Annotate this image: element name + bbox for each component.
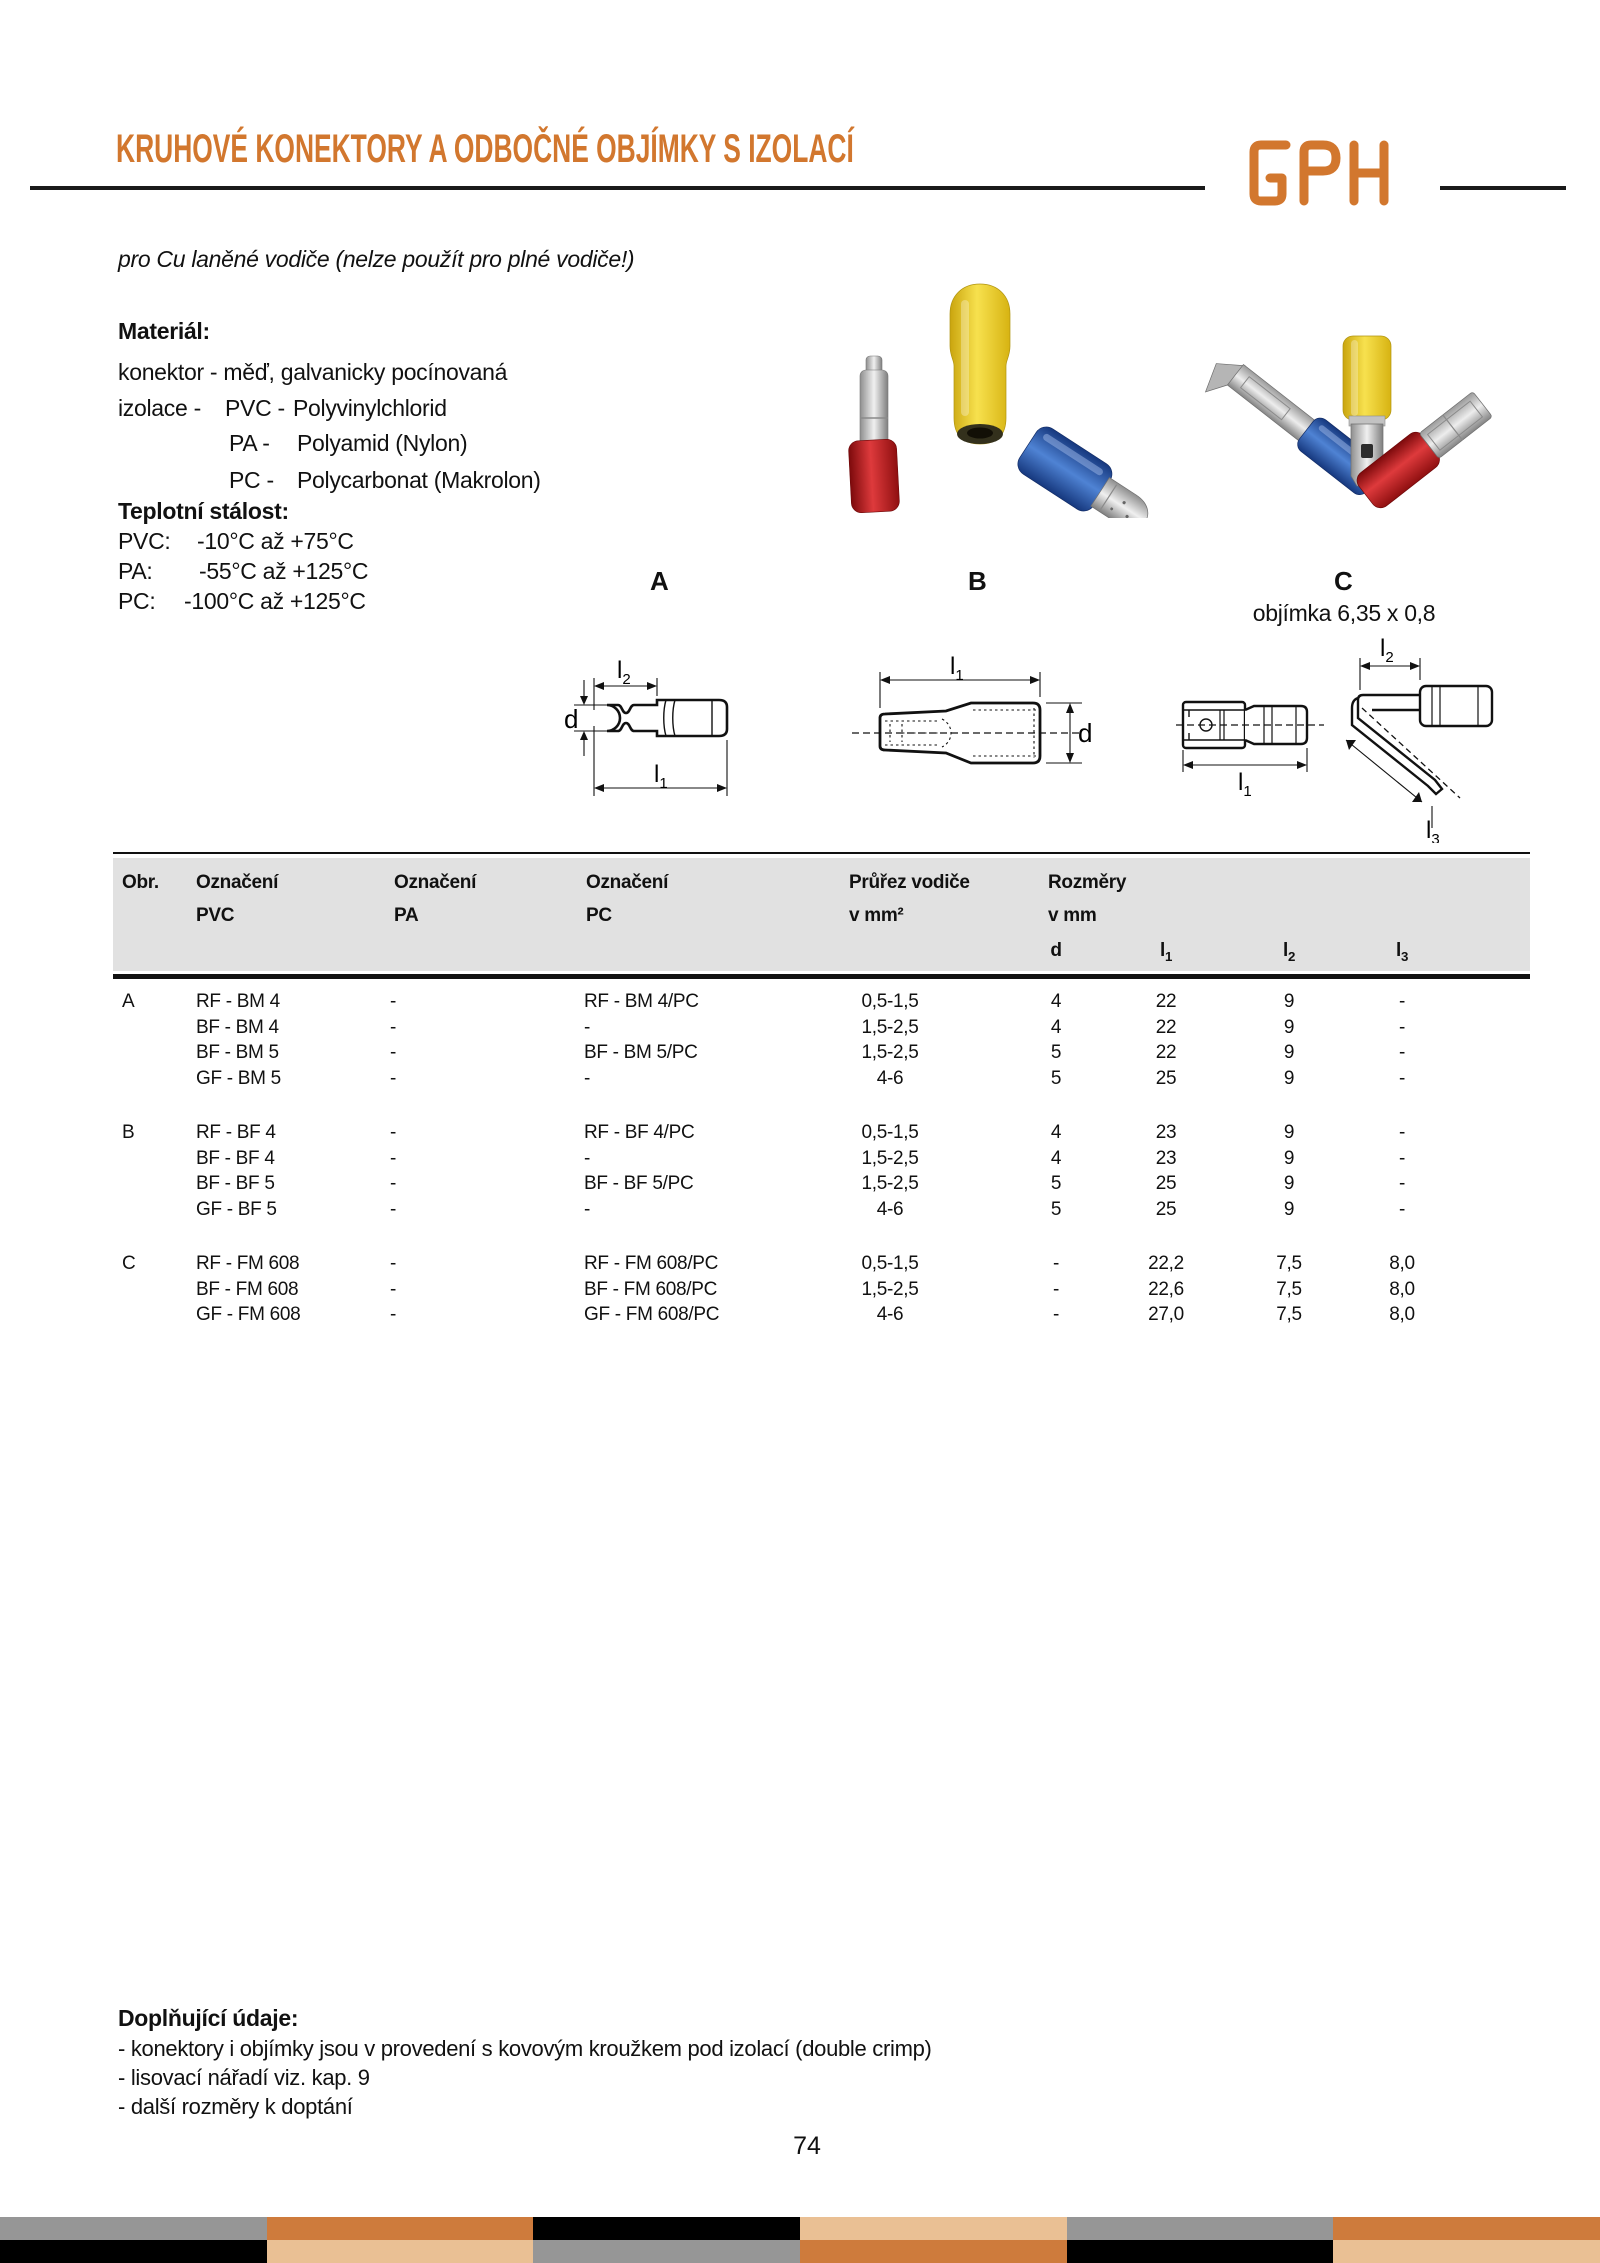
page-title: KRUHOVÉ KONEKTORY A ODBOČNÉ OBJÍMKY S IZOLACÍ	[116, 126, 854, 171]
cell-prurez: 1,5-2,5	[861, 1147, 919, 1169]
cell-prurez: 1,5-2,5	[861, 1173, 919, 1194]
cell-prurez: 1,5-2,5	[861, 1042, 919, 1063]
dim-label-l2: $l_2$	[1380, 635, 1394, 666]
material-code-pc: PC -	[229, 467, 274, 493]
logo-letter-h	[1354, 145, 1384, 201]
diagram-c-subtitle: objímka 6,35 x 0,8	[1252, 600, 1436, 626]
material-izolace-label: izolace -	[118, 395, 201, 421]
cell-l2: 9	[1283, 991, 1295, 1012]
cell-l2: 9	[1283, 1016, 1295, 1038]
cell-l2: 9	[1283, 1042, 1295, 1063]
material-code-pvc: PVC -	[225, 395, 285, 421]
cell-pvc: RF - BM 4	[196, 991, 280, 1012]
cell-prurez: 4-6	[876, 1304, 904, 1325]
dim-label-l1: $l_1$	[1238, 769, 1252, 797]
cell-d: 5	[1050, 1198, 1062, 1220]
cell-pvc: RF - BF 4	[196, 1122, 276, 1143]
footer-color-block	[800, 2240, 1067, 2263]
notes-heading: Doplňující údaje:	[118, 2005, 299, 2031]
cell-pvc: BF - BM 4	[196, 1016, 279, 1038]
dim-label-l2: $l_2$	[617, 657, 631, 688]
cell-pa: -	[390, 1173, 397, 1194]
dim-label-d: d	[1078, 718, 1093, 748]
footer-color-block	[267, 2240, 534, 2263]
cell-d: -	[1052, 1278, 1060, 1300]
cell-l3: 8,0	[1389, 1278, 1415, 1300]
cell-prurez: 0,5-1,5	[861, 991, 919, 1012]
drawing-c-flag-side	[1332, 628, 1507, 843]
cell-d: 4	[1050, 991, 1062, 1012]
diagram-label-b: B	[968, 566, 987, 596]
cell-d: 5	[1050, 1067, 1062, 1089]
cell-d: -	[1052, 1304, 1060, 1325]
cell-d: 5	[1050, 1173, 1062, 1194]
cell-l3: -	[1398, 1067, 1406, 1089]
cell-l3: 8,0	[1389, 1304, 1415, 1325]
photo-yellow-female-bullet	[950, 284, 1010, 444]
cell-pc: BF - BM 5/PC	[584, 1042, 698, 1063]
cell-pc: BF - FM 608/PC	[584, 1278, 718, 1300]
table-row	[0, 1148, 1600, 1173]
table-row	[0, 1122, 1600, 1147]
gph-logo	[1242, 133, 1402, 217]
dim-label-l1: $l_1$	[654, 761, 668, 792]
cell-l1: 23	[1155, 1122, 1177, 1143]
col-subheader-pvc: PVC	[196, 905, 235, 926]
cell-pc: -	[584, 1016, 591, 1038]
temp-value-pa: -55°C až +125°C	[199, 558, 369, 584]
cell-l1: 22,6	[1148, 1278, 1184, 1300]
col-subheader-rozmery-unit: v mm	[1048, 905, 1097, 926]
footer-color-block	[533, 2217, 800, 2240]
cell-pa: -	[390, 1304, 397, 1325]
col-header-oznaceni-pa: Označení	[394, 872, 477, 893]
dim-label-l1: $l_1$	[950, 653, 964, 684]
cell-pa: -	[390, 1278, 397, 1300]
cell-l1: 22,2	[1148, 1253, 1184, 1274]
cell-l3: -	[1398, 1198, 1406, 1220]
table-row	[0, 1173, 1600, 1198]
temp-label-pa: PA:	[118, 558, 153, 584]
material-code-pa: PA -	[229, 430, 270, 456]
cell-l1: 25	[1155, 1173, 1177, 1194]
diagram-label-a: A	[650, 566, 669, 596]
col-header-d: d	[1050, 940, 1062, 961]
col-header-oznaceni-pc: Označení	[586, 872, 669, 893]
col-header-l3: $l_3$	[1395, 940, 1409, 964]
col-subheader-pa: PA	[394, 905, 419, 926]
cell-l2: 9	[1283, 1067, 1295, 1089]
temp-label-pvc: PVC:	[118, 528, 171, 554]
cell-l2: 7,5	[1276, 1253, 1302, 1274]
cell-l2: 7,5	[1276, 1304, 1302, 1325]
logo-letter-g	[1254, 145, 1286, 201]
col-subheader-prurez-unit: v mm²	[849, 905, 904, 926]
cell-l1: 22	[1155, 991, 1177, 1012]
cell-l3: -	[1398, 1042, 1406, 1063]
footer-color-block	[533, 2240, 800, 2263]
cell-pa: -	[390, 1147, 397, 1169]
table-row	[0, 1304, 1600, 1329]
cell-pc: RF - BF 4/PC	[584, 1122, 695, 1143]
note-line: - konektory i objímky jsou v provedení s kovovým kroužkem pod izolací (double crimp)	[118, 2036, 932, 2061]
dim-label-l3: $l_3$	[1426, 817, 1440, 843]
cell-prurez: 1,5-2,5	[861, 1016, 919, 1038]
cell-l1: 27,0	[1148, 1304, 1184, 1325]
cell-pvc: BF - BF 5	[196, 1173, 275, 1194]
cell-d: 4	[1050, 1147, 1062, 1169]
header-rule-right	[1440, 186, 1566, 190]
cell-pa: -	[390, 1198, 397, 1220]
cell-l3: -	[1398, 1122, 1406, 1143]
material-name-pvc: Polyvinylchlorid	[293, 395, 447, 421]
drawing-c-receptacle-front	[1176, 692, 1326, 797]
cell-pc: -	[584, 1067, 591, 1089]
footer-color-block	[1333, 2240, 1600, 2263]
cell-d: -	[1052, 1253, 1060, 1274]
cell-l3: -	[1398, 991, 1406, 1012]
note-line: - lisovací nářadí viz. kap. 9	[118, 2065, 370, 2090]
cell-pc: BF - BF 5/PC	[584, 1173, 694, 1194]
material-line1: konektor - měď, galvanicky pocínovaná	[118, 359, 508, 385]
cell-pvc: GF - FM 608	[196, 1304, 301, 1325]
cell-pvc: GF - BF 5	[196, 1198, 277, 1220]
footer-color-block	[267, 2217, 534, 2240]
cell-pc: RF - FM 608/PC	[584, 1253, 719, 1274]
cell-pvc: GF - BM 5	[196, 1067, 281, 1089]
col-header-l1: $l_1$	[1159, 940, 1173, 964]
note-line: - další rozměry k doptání	[118, 2094, 353, 2119]
cell-prurez: 1,5-2,5	[861, 1278, 919, 1300]
footer-color-block	[0, 2240, 267, 2263]
cell-pvc: BF - BF 4	[196, 1147, 275, 1169]
cell-pa: -	[390, 1016, 397, 1038]
table-row	[0, 1199, 1600, 1224]
cell-pa: -	[390, 991, 397, 1012]
cell-l2: 9	[1283, 1173, 1295, 1194]
cell-prurez: 0,5-1,5	[861, 1122, 919, 1143]
cell-pvc: RF - FM 608	[196, 1253, 300, 1274]
cell-l2: 7,5	[1276, 1278, 1302, 1300]
col-header-rozmery: Rozměry	[1048, 872, 1127, 893]
cell-d: 4	[1050, 1122, 1062, 1143]
cell-l1: 25	[1155, 1067, 1177, 1089]
footer-color-bar-row2	[0, 2240, 1600, 2263]
cell-pvc: BF - BM 5	[196, 1042, 279, 1063]
cell-obr: C	[122, 1253, 136, 1274]
footer-color-block	[0, 2217, 267, 2240]
cell-l3: -	[1398, 1173, 1406, 1194]
photo-red-male-bullet	[848, 356, 900, 513]
diagram-label-c: C	[1334, 566, 1353, 596]
material-name-pc: Polycarbonat (Makrolon)	[297, 467, 541, 493]
photo-blue-male-bullet	[1013, 422, 1160, 518]
cell-l1: 22	[1155, 1042, 1177, 1063]
cell-l1: 22	[1155, 1016, 1177, 1038]
cell-prurez: 4-6	[876, 1067, 904, 1089]
cell-pa: -	[390, 1067, 397, 1089]
cell-pc: RF - BM 4/PC	[584, 991, 699, 1012]
cell-l2: 9	[1283, 1122, 1295, 1143]
cell-pa: -	[390, 1042, 397, 1063]
col-header-l2: $l_2$	[1282, 940, 1296, 964]
cell-d: 5	[1050, 1042, 1062, 1063]
cell-pa: -	[390, 1253, 397, 1274]
cell-pvc: BF - FM 608	[196, 1278, 299, 1300]
table-row	[0, 1042, 1600, 1067]
temp-value-pc: -100°C až +125°C	[184, 588, 366, 614]
cell-d: 4	[1050, 1016, 1062, 1038]
col-header-oznaceni-pvc: Označení	[196, 872, 279, 893]
table-rule-bottom	[113, 974, 1530, 979]
cell-pc: -	[584, 1198, 591, 1220]
footer-color-block	[800, 2217, 1067, 2240]
logo-letter-p	[1304, 145, 1336, 201]
cell-l1: 25	[1155, 1198, 1177, 1220]
col-header-prurez: Průřez vodiče	[849, 872, 970, 893]
product-photo-spade-connectors	[1195, 278, 1535, 528]
header-rule-left	[30, 186, 1205, 190]
material-heading: Materiál:	[118, 318, 210, 344]
table-rule-top	[113, 852, 1530, 854]
material-name-pa: Polyamid (Nylon)	[297, 430, 468, 456]
temp-value-pvc: -10°C až +75°C	[197, 528, 354, 554]
temp-label-pc: PC:	[118, 588, 156, 614]
table-row	[0, 991, 1600, 1016]
cell-prurez: 0,5-1,5	[861, 1253, 919, 1274]
cell-l3: -	[1398, 1016, 1406, 1038]
cell-l2: 9	[1283, 1198, 1295, 1220]
col-header-obr: Obr.	[122, 872, 159, 893]
cell-l3: -	[1398, 1147, 1406, 1169]
table-row	[0, 1279, 1600, 1304]
footer-color-block	[1333, 2217, 1600, 2240]
footer-color-block	[1067, 2240, 1334, 2263]
footer-color-bar-row1	[0, 2217, 1600, 2240]
cell-l3: 8,0	[1389, 1253, 1415, 1274]
intro-note: pro Cu laněné vodiče (nelze použít pro plné vodiče!)	[118, 246, 635, 272]
cell-obr: B	[122, 1122, 135, 1143]
cell-pc: -	[584, 1147, 591, 1169]
table-row	[0, 1017, 1600, 1042]
footer-color-block	[1067, 2217, 1334, 2240]
cell-obr: A	[122, 991, 135, 1012]
dim-label-d: d	[564, 704, 579, 734]
page-number: 74	[793, 2132, 821, 2160]
cell-prurez: 4-6	[876, 1198, 904, 1220]
cell-l1: 23	[1155, 1147, 1177, 1169]
drawing-a-male-bullet	[562, 656, 762, 816]
table-row	[0, 1253, 1600, 1278]
cell-pc: GF - FM 608/PC	[584, 1304, 720, 1325]
temperature-heading: Teplotní stálost:	[118, 498, 289, 524]
table-row	[0, 1068, 1600, 1093]
col-subheader-pc: PC	[586, 905, 612, 926]
product-photo-bullet-connectors	[830, 268, 1180, 518]
cell-l2: 9	[1283, 1147, 1295, 1169]
cell-pa: -	[390, 1122, 397, 1143]
drawing-b-female-bullet	[838, 648, 1093, 818]
